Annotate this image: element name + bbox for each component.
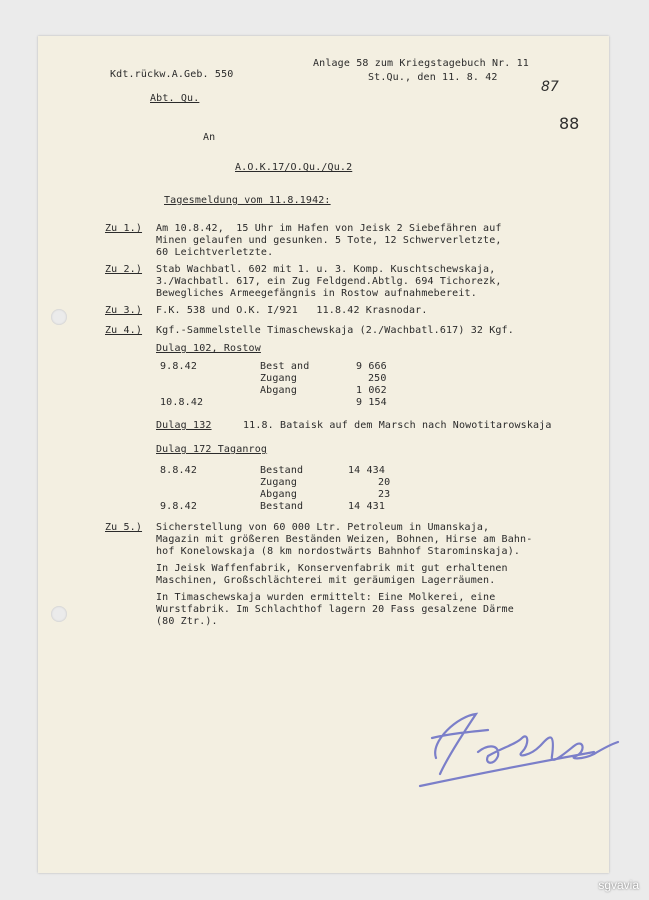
table-date: 8.8.42	[160, 465, 198, 476]
table-value: 14 431	[348, 501, 386, 512]
section-line: 3./Wachbatl. 617, ein Zug Feldgend.Abtlg. 694 Tichorezk,	[156, 276, 502, 287]
section-label: Zu 3.)	[105, 305, 143, 316]
section-line: 60 Leichtverletzte.	[156, 247, 274, 258]
table-label: Abgang	[260, 385, 298, 396]
section-line: Wurstfabrik. Im Schlachthof lagern 20 Fass gesalzene Därme	[156, 604, 514, 615]
sender-unit: Kdt.rückw.A.Geb. 550	[110, 69, 234, 80]
section-line: Am 10.8.42, 15 Uhr im Hafen von Jeisk 2 Siebefähren auf	[156, 223, 502, 234]
section-line: Stab Wachbatl. 602 mit 1. u. 3. Komp. Kuschtschewskaja,	[156, 264, 496, 275]
table-value: 14 434	[348, 465, 386, 476]
sender-dept: Abt. Qu.	[150, 93, 200, 104]
section-line: Bewegliches Armeegefängnis in Rostow aufnahmebereit.	[156, 288, 477, 299]
table-value: 1 062	[356, 385, 387, 396]
table-date: 9.8.42	[160, 501, 198, 512]
table-date: 9.8.42	[160, 361, 198, 372]
section-line: F.K. 538 und O.K. I/921 11.8.42 Krasnodar.	[156, 305, 428, 316]
place-date: St.Qu., den 11. 8. 42	[368, 72, 498, 83]
watermark: sgvavia	[598, 878, 639, 892]
table-value: 9 154	[356, 397, 387, 408]
report-title: Tagesmeldung vom 11.8.1942:	[164, 195, 331, 206]
section-label: Zu 2.)	[105, 264, 143, 275]
table-label: Abgang	[260, 489, 298, 500]
section-line: Minen gelaufen und gesunken. 5 Tote, 12 Schwerverletzte,	[156, 235, 502, 246]
section-label: Zu 5.)	[105, 522, 143, 533]
section-line: Kgf.-Sammelstelle Timaschewskaja (2./Wachbatl.617) 32 Kgf.	[156, 325, 514, 336]
table-value: 23	[378, 489, 391, 500]
addressee-recipient: A.O.K.17/O.Qu./Qu.2	[235, 162, 353, 173]
punch-hole	[51, 309, 67, 325]
dulag-heading: Dulag 102, Rostow	[156, 343, 261, 354]
section-label: Zu 1.)	[105, 223, 143, 234]
section-line: (80 Ztr.).	[156, 616, 218, 627]
table-value: 250	[368, 373, 387, 384]
handwritten-folio: 87	[541, 79, 559, 95]
section-line: In Timaschewskaja wurden ermittelt: Eine Molkerei, eine	[156, 592, 496, 603]
table-label: Bestand	[260, 501, 304, 512]
page-number: 88	[559, 114, 580, 133]
table-label: Zugang	[260, 477, 298, 488]
annex-line: Anlage 58 zum Kriegstagebuch Nr. 11	[313, 58, 529, 69]
table-value: 20	[378, 477, 391, 488]
table-date: 10.8.42	[160, 397, 204, 408]
dulag-heading: Dulag 172 Taganrog	[156, 444, 268, 455]
section-line: Magazin mit größeren Beständen Weizen, Bohnen, Hirse am Bahn-	[156, 534, 533, 545]
table-label: Best and	[260, 361, 310, 372]
table-value: 9 666	[356, 361, 387, 372]
section-line: In Jeisk Waffenfabrik, Konservenfabrik mit gut erhaltenen	[156, 563, 508, 574]
section-line: Maschinen, Großschlächterei mit geräumigen Lagerräumen.	[156, 575, 496, 586]
signature-stroke	[420, 714, 618, 786]
dulag-heading: Dulag 132	[156, 420, 212, 431]
signature	[418, 686, 628, 791]
table-label: Zugang	[260, 373, 298, 384]
table-label: Bestand	[260, 465, 304, 476]
section-line: 11.8. Bataisk auf dem Marsch nach Nowotitarowskaja	[243, 420, 552, 431]
punch-hole	[51, 606, 67, 622]
document-sheet	[38, 36, 609, 873]
addressee-prefix: An	[203, 132, 216, 143]
section-label: Zu 4.)	[105, 325, 143, 336]
section-line: Sicherstellung von 60 000 Ltr. Petroleum in Umanskaja,	[156, 522, 490, 533]
section-line: hof Konelowskaja (8 km nordostwärts Bahnhof Starominskaja).	[156, 546, 521, 557]
